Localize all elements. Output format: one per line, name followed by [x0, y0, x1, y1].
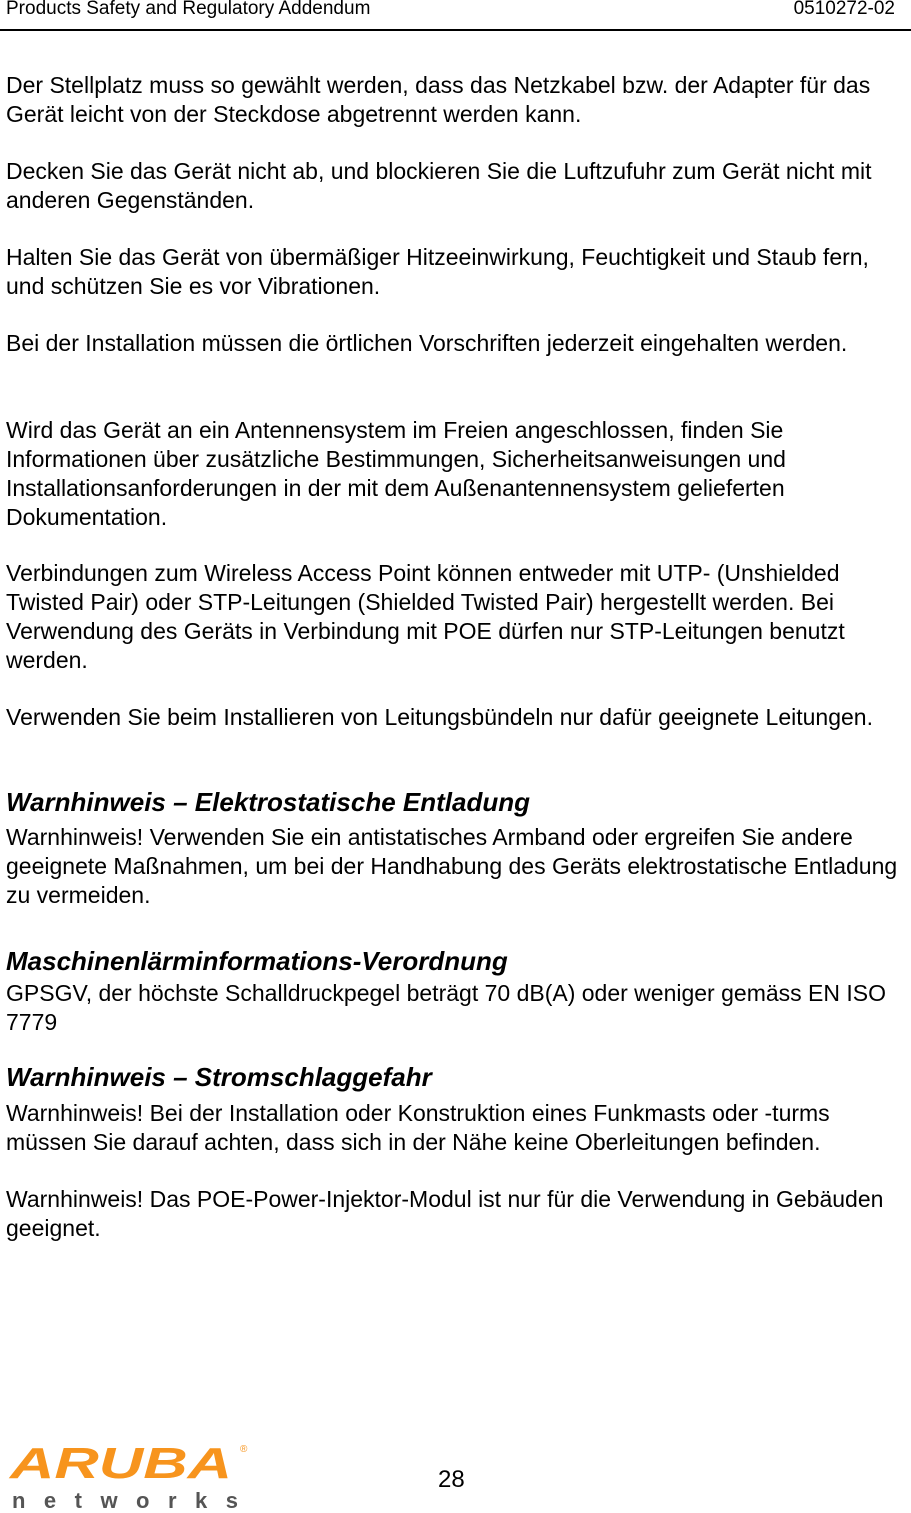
page-header: [0, 0, 911, 31]
paragraph-shock-2: Warnhinweis! Das POE-Power-Injektor-Modul ist nur für die Verwendung in Gebäuden geeignet.: [6, 1186, 884, 1241]
paragraph-adapter: Der Stellplatz muss so gewählt werden, dass das Netzkabel bzw. der Adapter für das Gerät leicht von der Steckdose abgetrennt werden kann.: [6, 72, 871, 127]
paragraph-cable-bundles: Verwenden Sie beim Installieren von Leitungsbündeln nur dafür geeignete Leitungen.: [6, 704, 873, 730]
paragraph-airflow: Decken Sie das Gerät nicht ab, und blockieren Sie die Luftzufuhr zum Gerät nicht mit anderen Gegenständen.: [6, 158, 872, 213]
logo-tagline: networks: [12, 1488, 238, 1512]
heading-esd: Warnhinweis – Elektrostatische Entladung: [6, 787, 530, 817]
paragraph-cabling: Verbindungen zum Wireless Access Point können entweder mit UTP- (Unshielded Twisted Pair) oder STP-Leitungen (Shielded Twisted Pair) hergestellt werden. Bei Verwendung des Geräts in Verbindung mit POE dürfen nur STP-Leitungen benutzt werden.: [6, 560, 845, 673]
heading-noise: Maschinenlärminformations-Verordnung: [6, 946, 508, 976]
paragraph-antenna: Wird das Gerät an ein Antennensystem im Freien angeschlossen, finden Sie Informationen über zusätzliche Bestimmungen, Sicherheitsanweisungen und Installationsanforderungen in der mit dem Außenantennensystem gelieferten Dokumentation.: [6, 417, 786, 530]
heading-shock: Warnhinweis – Stromschlaggefahr: [6, 1062, 432, 1092]
paragraph-noise: GPSGV, der höchste Schalldruckpegel beträgt 70 dB(A) oder weniger gemäss EN ISO 7779: [6, 980, 886, 1035]
paragraph-esd: Warnhinweis! Verwenden Sie ein antistatisches Armband oder ergreifen Sie andere geeignete Maßnahmen, um bei der Handhabung des Geräts elektrostatische Entladung zu vermeiden.: [6, 824, 898, 908]
svg-text:®: ®: [240, 1444, 248, 1455]
logo-wordmark: ARUBA: [8, 1440, 232, 1488]
paragraph-heat: Halten Sie das Gerät von übermäßiger Hitzeeinwirkung, Feuchtigkeit und Staub fern, und schützen Sie es vor Vibrationen.: [6, 244, 869, 299]
document-number: 0510272-02: [793, 0, 895, 19]
page-number: 28: [438, 1466, 465, 1493]
paragraph-regulations: Bei der Installation müssen die örtlichen Vorschriften jederzeit eingehalten werden.: [6, 330, 848, 356]
document-title: Products Safety and Regulatory Addendum: [6, 0, 371, 19]
paragraph-shock-1: Warnhinweis! Bei der Installation oder Konstruktion eines Funkmasts oder -turms müssen Sie darauf achten, dass sich in der Nähe keine Oberleitungen befinden.: [6, 1100, 830, 1155]
aruba-networks-logo: [4, 1440, 254, 1512]
